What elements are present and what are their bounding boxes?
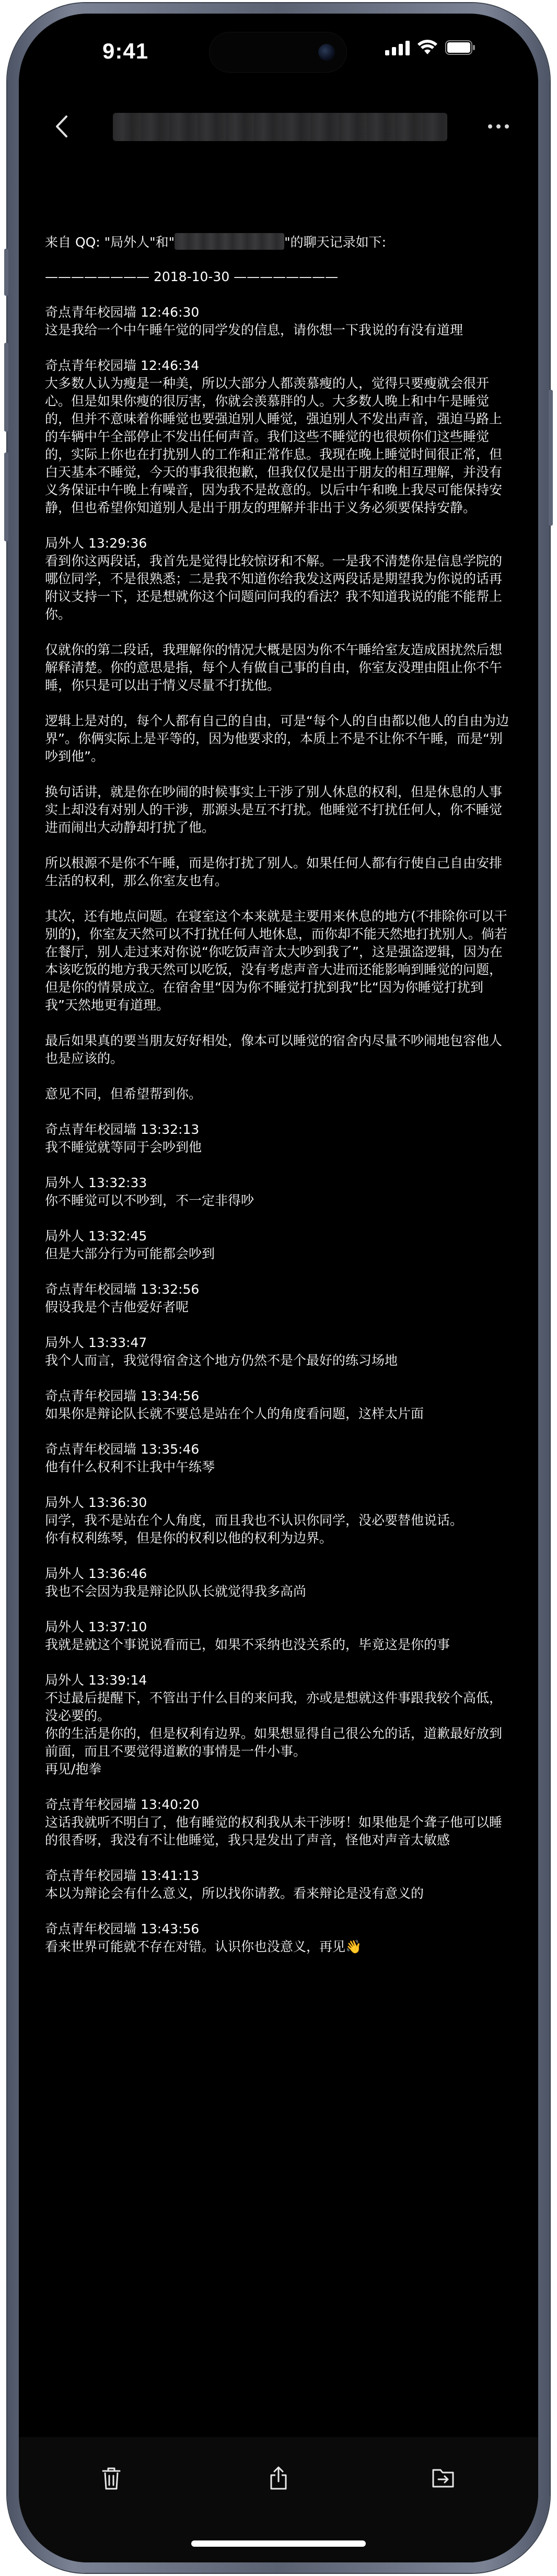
message-text: 我不睡觉就等同于会吵到他 — [45, 1140, 202, 1155]
message-text: 最后如果真的要当朋友好好相处，像本可以睡觉的宿舍内尽量不吵闹地包容他人也是应该的。 — [45, 1033, 503, 1066]
message-header — [45, 1867, 513, 1885]
message-text: 他有什么权利不让我中午练琴 — [45, 1459, 215, 1475]
message-sender: 奇点青年校园墙 — [45, 305, 137, 320]
message-sender: 奇点青年校园墙 — [45, 1282, 137, 1297]
message-header — [45, 1227, 513, 1245]
message-block — [45, 1867, 513, 1902]
message-text: 逻辑上是对的，每个人都有自己的自由，可是“每个人的自由都以他人的自由为边界”。你俩实际上是平等的，因为他要求的，本质上不是不让你不午睡，而是“别吵到他”。 — [45, 713, 509, 764]
message-time: 12:46:34 — [140, 358, 200, 373]
message-block — [45, 1121, 513, 1156]
message-text: 但是大部分行为可能都会吵到 — [45, 1246, 215, 1261]
message-block — [45, 1174, 513, 1210]
status-icons — [385, 40, 475, 55]
message-sender: 奇点青年校园墙 — [45, 1797, 137, 1812]
message-time: 13:39:14 — [88, 1673, 147, 1688]
message-header — [45, 1387, 513, 1405]
message-block — [45, 1387, 513, 1423]
message-header — [45, 535, 513, 552]
message-block — [45, 1920, 513, 1956]
message-text: 本以为辩论会有什么意义，所以找你请教。看来辩论是没有意义的 — [45, 1886, 424, 1901]
action-button — [4, 249, 8, 296]
message-text: 看到你这两段话，我首先是觉得比较惊讶和不解。一是我不清楚你是信息学院的哪位同学，不是很熟悉；二是我不知道你给我发这两段话是期望我为你说的话再附议支持一下，还是想就你这个问题问问我的看法？我不知道我说的能不能帮上你。 — [45, 553, 503, 622]
message-time: 13:36:46 — [88, 1566, 147, 1581]
message-block — [45, 357, 513, 517]
message-block — [45, 1334, 513, 1370]
message-header — [45, 1281, 513, 1298]
phone-frame — [7, 3, 550, 2573]
message-sender: 奇点青年校园墙 — [45, 1388, 137, 1403]
cellular-signal-icon — [385, 40, 410, 55]
message-text: 这是我给一个中午睡午觉的同学发的信息，请你想一下我说的有没有道理 — [45, 322, 463, 338]
message-header — [45, 1920, 513, 1938]
back-button[interactable] — [46, 111, 77, 142]
ellipsis-icon — [488, 124, 492, 129]
message-block — [45, 1796, 513, 1849]
redacted-name — [175, 233, 284, 250]
message-sender: 局外人 — [45, 1673, 85, 1688]
message-sender: 局外人 — [45, 536, 85, 551]
redacted-chat-title — [113, 113, 447, 141]
delete-button[interactable] — [93, 2460, 130, 2497]
message-time: 13:41:13 — [140, 1868, 200, 1883]
message-block — [45, 1618, 513, 1654]
message-text: 同学，我不是站在个人角度，而且我也不认识你同学，没必要替他说话。 你有权利练琴，但是你的权利以他的权利为边界。 — [45, 1513, 463, 1546]
message-time: 13:37:10 — [88, 1619, 147, 1634]
message-time: 13:40:20 — [140, 1797, 200, 1812]
message-block — [45, 1441, 513, 1476]
chevron-left-icon — [54, 114, 69, 138]
home-indicator — [191, 2540, 366, 2547]
message-header — [45, 304, 513, 321]
message-header — [45, 1334, 513, 1352]
message-sender: 局外人 — [45, 1566, 85, 1581]
message-text: 意见不同，但希望帮到你。 — [45, 1086, 202, 1101]
message-text: 不过最后提醒下，不管出于什么目的来问我，亦或是想就这件事跟我较个高低，没必要的。 你的生活是你的，但是权利有边界。如果想显得自己很公允的话，道歉最好放到前面，而且不要觉得道歉的事情是一件小事。 再见/抱拳 — [45, 1690, 503, 1777]
chat-log — [45, 233, 513, 1974]
message-time: 13:43:56 — [140, 1921, 200, 1936]
message-sender: 奇点青年校园墙 — [45, 358, 137, 373]
message-block — [45, 304, 513, 339]
status-bar — [19, 14, 538, 87]
message-header — [45, 357, 513, 375]
message-sender: 奇点青年校园墙 — [45, 1868, 137, 1883]
volume-up-button — [4, 343, 8, 432]
message-text: 假设我是个吉他爱好者呢 — [45, 1299, 189, 1315]
message-header — [45, 1174, 513, 1192]
message-time: 13:33:47 — [88, 1335, 147, 1350]
message-block — [45, 1672, 513, 1778]
message-block — [45, 535, 513, 1103]
message-list — [45, 304, 513, 1956]
message-text: 大多数人认为瘦是一种美，所以大部分人都羡慕瘦的人，觉得只要瘦就会很开心。但是如果你瘦的很厉害，你就会羡慕胖的人。大多数人晚上和中午是睡觉的，但并不意味着你睡觉也要强迫别人睡觉，强迫别人不发出声音，强迫马路上的车辆中午全部停止不发出任何声音。我们这些不睡觉的也很烦你们这些睡觉的，实际上你也在打扰别人的工作和正常作息。我现在晚上睡觉时间很正常，但白天基本不睡觉，今天的事我很抱歉，但我仅仅是出于朋友的相互理解，并没有义务保证中午晚上有噪音，因为我不是故意的。以后中午和晚上我尽可能保持安静，但也希望你知道别人是出于朋友的理解并非出于义务必须要保持安静。 — [45, 376, 503, 515]
message-sender: 局外人 — [45, 1495, 85, 1510]
message-block — [45, 1494, 513, 1547]
message-block — [45, 1227, 513, 1263]
chat-header-prefix: 来自 QQ: "局外人"和" — [45, 235, 175, 250]
message-text: 仅就你的第二段话，我理解你的情况大概是因为你不午睡给室友造成困扰然后想解释清楚。你的意思是指，每个人有做自己事的自由，你室友没理由阻止你不午睡，你只是可以出于情义尽量不打扰他。 — [45, 642, 503, 693]
message-text: 我就是就这个事说说看而已，如果不采纳也没关系的，毕竟这是你的事 — [45, 1637, 450, 1652]
message-text: 我个人而言，我觉得宿舍这个地方仍然不是个最好的练习场地 — [45, 1353, 398, 1368]
message-header — [45, 1441, 513, 1458]
message-sender: 局外人 — [45, 1175, 85, 1190]
message-time: 13:34:56 — [140, 1388, 200, 1403]
wifi-icon — [417, 40, 438, 55]
dynamic-island — [210, 32, 346, 72]
message-time: 13:36:30 — [88, 1495, 147, 1510]
trash-icon — [101, 2466, 122, 2490]
date-separator: ———————— 2018-10-30 ———————— — [45, 269, 339, 284]
message-text: 其次，还有地点问题。在寝室这个本来就是主要用来休息的地方(不排除你可以干别的)，你室友天然可以不打扰任何人地休息，而你却不能天然地打扰别人。倘若在餐厅，别人走过来对你说“你吃饭声音太大吵到我了”，这是强盗逻辑，因为在本该吃饭的地方我天然可以吃饭，没有考虑声音大进而还能影响到睡觉的问题，但是你的情景成立。在宿舍里“因为你不睡觉打扰到我”比“因为你睡觉打扰到我”天然地更有道理。 — [45, 909, 507, 1013]
message-text: 如果你是辩论队长就不要总是站在个人的角度看问题，这样太片面 — [45, 1406, 424, 1421]
message-block — [45, 1281, 513, 1316]
screen — [19, 14, 538, 2562]
camera-lens-icon — [318, 44, 335, 61]
chat-header — [45, 233, 513, 251]
message-time: 12:46:30 — [140, 305, 200, 320]
message-block — [45, 1565, 513, 1600]
share-button[interactable] — [260, 2460, 297, 2497]
share-icon — [268, 2466, 289, 2491]
message-sender: 局外人 — [45, 1619, 85, 1634]
battery-icon — [445, 40, 475, 55]
message-time: 13:29:36 — [88, 536, 147, 551]
navigation-bar — [19, 97, 538, 155]
export-icon — [431, 2467, 456, 2490]
message-header — [45, 1121, 513, 1139]
message-time: 13:32:13 — [140, 1122, 200, 1137]
message-header — [45, 1672, 513, 1689]
message-text: 这话我就听不明白了，他有睡觉的权利我从未干涉呀！如果他是个聋子他可以睡的很香呀，我没有不让他睡觉，我只是发出了声音，怪他对声音太敏感 — [45, 1815, 503, 1848]
more-options-button[interactable] — [480, 111, 517, 142]
message-time: 13:32:45 — [88, 1228, 147, 1244]
message-text: 所以根源不是你不午睡，而是你打扰了别人。如果任何人都有行使自己自由安排生活的权利，那么你室友也有。 — [45, 855, 503, 888]
message-text: 你不睡觉可以不吵到，不一定非得吵 — [45, 1193, 254, 1208]
message-time: 13:35:46 — [140, 1442, 200, 1457]
message-sender: 局外人 — [45, 1335, 85, 1350]
message-time: 13:32:56 — [140, 1282, 200, 1297]
power-button — [549, 390, 553, 526]
message-header — [45, 1796, 513, 1814]
export-button[interactable] — [425, 2460, 462, 2497]
bottom-toolbar — [19, 2437, 538, 2562]
message-text: 我也不会因为我是辩论队队长就觉得我多高尚 — [45, 1584, 307, 1599]
status-time: 9:41 — [102, 39, 149, 63]
chat-header-suffix: "的聊天记录如下: — [284, 235, 387, 250]
message-sender: 奇点青年校园墙 — [45, 1921, 137, 1936]
message-header — [45, 1618, 513, 1636]
message-time: 13:32:33 — [88, 1175, 147, 1190]
message-header — [45, 1565, 513, 1583]
message-text: 看来世界可能就不存在对错。认识你也没意义，再见👋 — [45, 1939, 362, 1954]
volume-down-button — [4, 452, 8, 541]
message-header — [45, 1494, 513, 1512]
message-text: 换句话讲，就是你在吵闹的时候事实上干涉了别人休息的权利，但是休息的人事实上却没有对别人的干涉，那源头是互不打扰。他睡觉不打扰任何人，你不睡觉进而闹出大动静却打扰了他。 — [45, 784, 503, 835]
message-sender: 奇点青年校园墙 — [45, 1442, 137, 1457]
message-sender: 局外人 — [45, 1228, 85, 1244]
message-sender: 奇点青年校园墙 — [45, 1122, 137, 1137]
